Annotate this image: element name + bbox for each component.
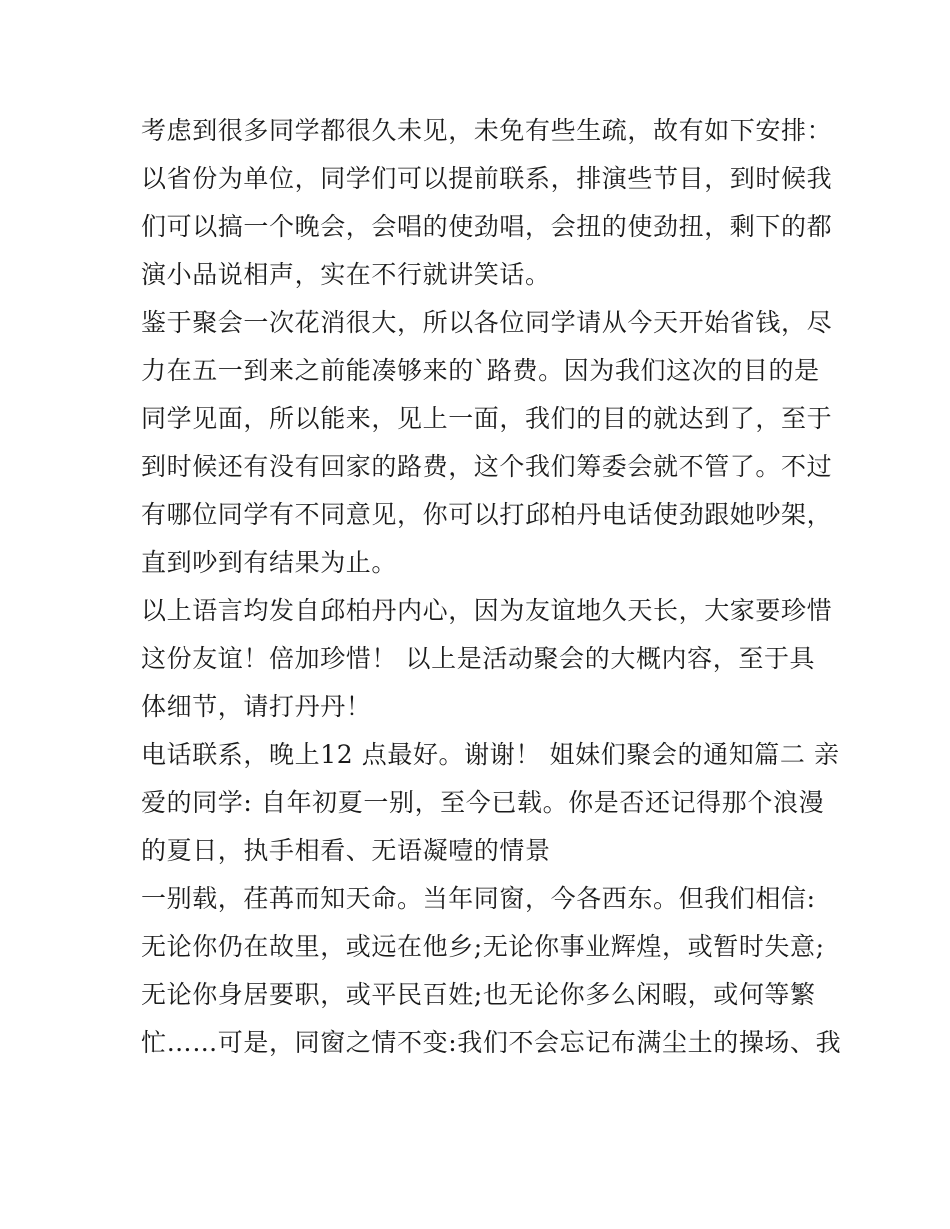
text-line: 无论你身居要职，或平民百姓;也无论你多么闲暇，或何等繁	[141, 980, 816, 1009]
text-line: 演小品说相声，实在不行就讲笑话。	[141, 260, 551, 289]
text-line: 以省份为单位，同学们可以提前联系，排演些节目，到时候我	[141, 164, 833, 193]
text-line: 鉴于聚会一次花消很大，所以各位同学请从今天开始省钱，尽	[141, 308, 833, 337]
text-line: 们可以搞一个晚会，会唱的使劲唱，会扭的使劲扭，剩下的都	[141, 212, 833, 241]
text-line: 考虑到很多同学都很久未见，未免有些生疏，故有如下安排：	[141, 116, 833, 145]
text-line: 体细节，请打丹丹！	[141, 692, 372, 721]
text-line: 电话联系，晚上12 点最好。谢谢！ 姐妹们聚会的通知篇二 亲	[141, 740, 840, 769]
body-text	[141, 107, 841, 1067]
text-line: 直到吵到有结果为止。	[141, 548, 398, 577]
text-line: 爱的同学: 自年初夏一别，至今已载。你是否还记得那个浪漫	[141, 788, 825, 817]
text-line: 到时候还有没有回家的路费，这个我们筹委会就不管了。不过	[141, 452, 833, 481]
text-line: 这份友谊！倍加珍惜！ 以上是活动聚会的大概内容，至于具	[141, 644, 816, 673]
text-line: 有哪位同学有不同意见，你可以打邱柏丹电话使劲跟她吵架，	[141, 500, 833, 529]
text-line: 同学见面，所以能来，见上一面，我们的目的就达到了，至于	[141, 404, 833, 433]
text-line: 一别载，荏苒而知天命。当年同窗，今各西东。但我们相信:	[141, 884, 816, 913]
text-line: 忙……可是，同窗之情不变:我们不会忘记布满尘土的操场、我	[141, 1028, 842, 1057]
text-line: 以上语言均发自邱柏丹内心，因为友谊地久天长，大家要珍惜	[141, 596, 833, 625]
text-line: 的夏日，执手相看、无语凝噎的情景	[141, 836, 551, 865]
text-line: 力在五一到来之前能凑够来的`路费。因为我们这次的目的是	[141, 356, 820, 385]
text-line: 无论你仍在故里，或远在他乡;无论你事业辉煌，或暂时失意;	[141, 932, 825, 961]
